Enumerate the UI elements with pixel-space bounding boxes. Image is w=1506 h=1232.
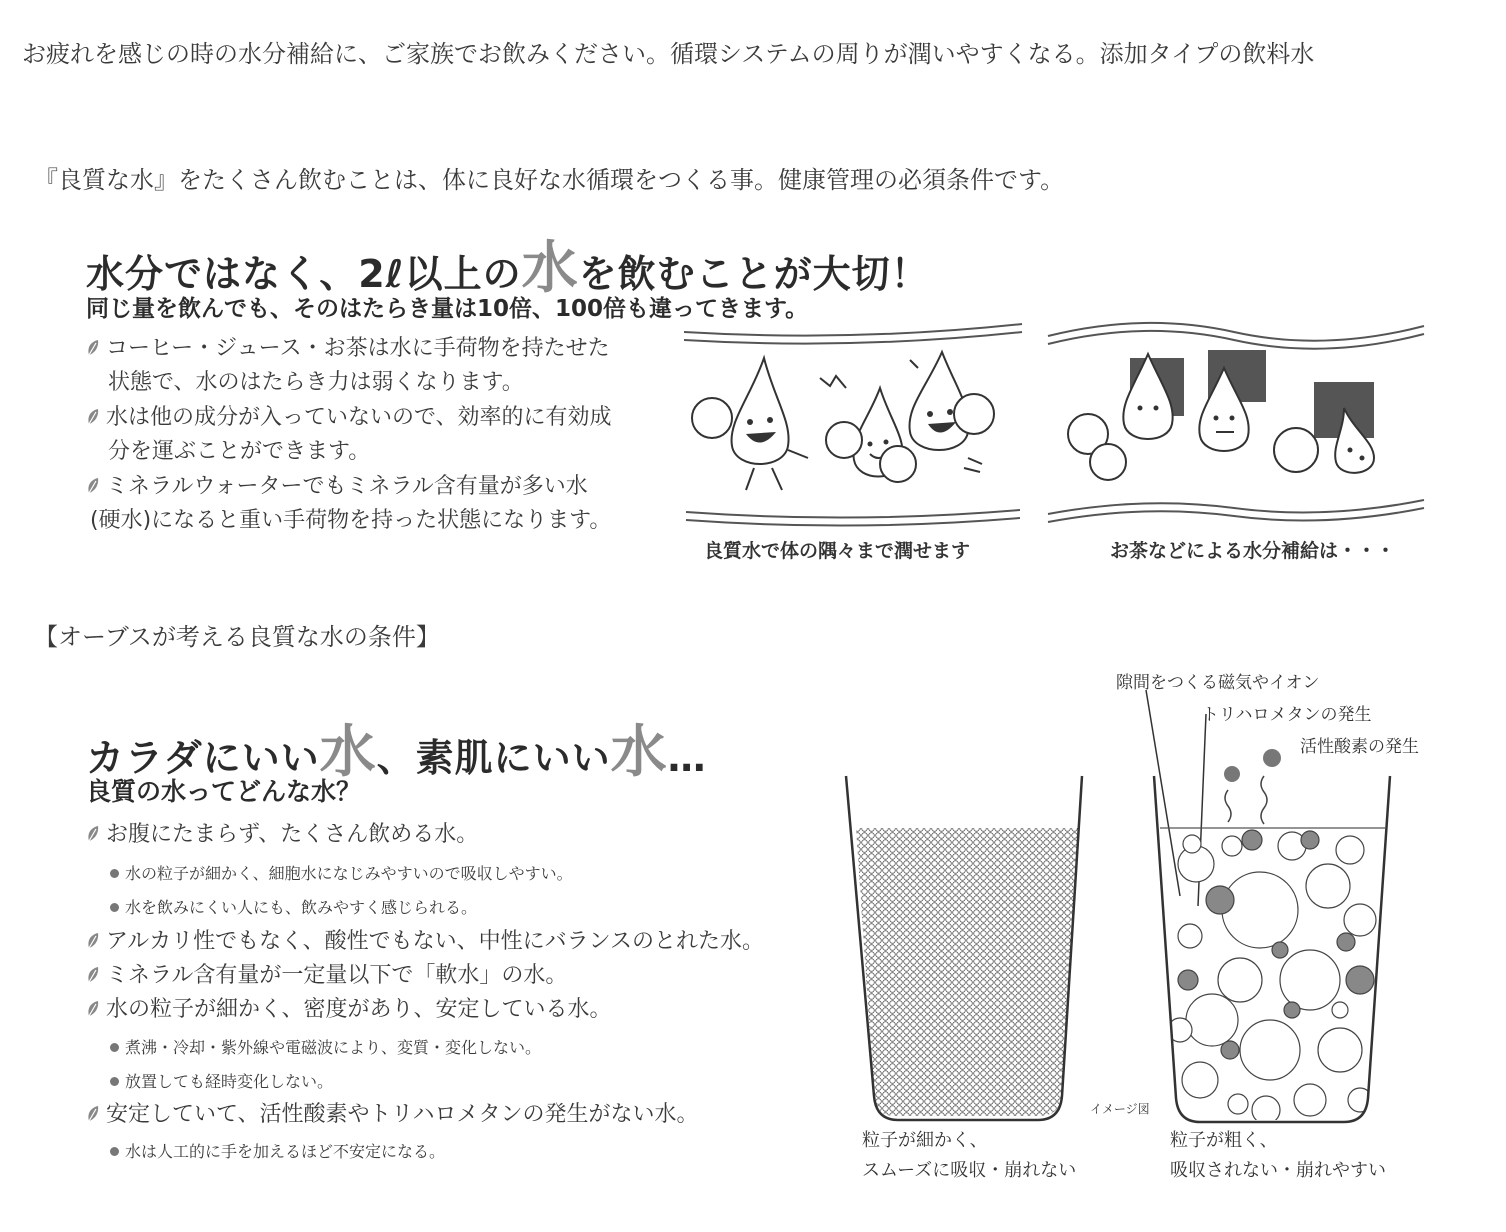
- figure2-item-main: [86, 959, 567, 993]
- item-text: ミネラル含有量が一定量以下で「軟水」の水。: [106, 963, 568, 988]
- figure2-item-sub: [110, 1140, 445, 1164]
- bullet-dot-icon: [110, 869, 119, 878]
- water-particle: [1336, 836, 1364, 864]
- caption-right-line1: 粒子が粗く、: [1170, 1130, 1278, 1151]
- label-trihalomethane: トリハロメタンの発生: [1202, 705, 1372, 725]
- caption-good-water: 良質水で体の隅々まで潤せます: [704, 540, 971, 562]
- active-particle: [1301, 831, 1319, 849]
- item-text: 水を飲みにくい人にも、飲みやすく感じられる。: [125, 898, 478, 917]
- water-particle: [1228, 1094, 1248, 1114]
- water-particle: [1186, 994, 1238, 1046]
- water-particle: [1218, 958, 1262, 1002]
- bullet-3-line1: ミネラルウォーターでもミネラル含有量が多い水: [106, 474, 588, 499]
- water-particle: [1280, 950, 1340, 1010]
- label-active-oxygen: 活性酸素の発生: [1300, 737, 1419, 757]
- item-text: 放置しても経時変化しない。: [125, 1072, 334, 1091]
- bullet-2-line1: 水は他の成分が入っていないので、効率的に有効成: [106, 405, 612, 430]
- water-particle: [1182, 1062, 1218, 1098]
- figure2-title-water-2: 水: [610, 720, 668, 785]
- leaf-icon: [86, 339, 100, 357]
- bullet-dot-icon: [110, 903, 119, 912]
- quote-text: 『良質な水』をたくさん飲むことは、体に良好な水循環をつくる事。健康管理の必須条件です。: [34, 166, 1065, 194]
- water-particle: [1178, 924, 1202, 948]
- water-particle: [1222, 872, 1298, 948]
- water-drop-character: [692, 358, 808, 490]
- image-note: イメージ図: [1090, 1102, 1150, 1116]
- figure2-item-sub: [110, 1036, 541, 1060]
- bullet-2-line2: 分を運ぶことができます。: [108, 439, 371, 464]
- active-particle: [1272, 942, 1288, 958]
- figure1-bullet-1: [86, 332, 610, 400]
- item-text: 煮沸・冷却・紫外線や電磁波により、変質・変化しない。: [125, 1038, 542, 1057]
- figure2-title-mid: 、素肌にいい: [376, 736, 611, 780]
- active-particle: [1284, 1002, 1300, 1018]
- figure2-item-main: [86, 1098, 698, 1132]
- item-text: 水は人工的に手を加えるほど不安定になる。: [125, 1142, 446, 1161]
- figure2-item-sub: [110, 1070, 333, 1094]
- bullet-3-line2: (硬水)になると重い手荷物を持った状態になります。: [90, 508, 612, 533]
- figure2-title-water-1: 水: [319, 720, 377, 785]
- water-particle: [1240, 1020, 1300, 1080]
- water-particle: [1222, 836, 1242, 856]
- active-particle: [1337, 933, 1355, 951]
- water-particle: [1252, 1096, 1280, 1124]
- figure2-title-pre: カラダにいい: [86, 736, 320, 780]
- bullet-dot-icon: [110, 1043, 119, 1052]
- illustration-good-water: [684, 318, 1024, 530]
- caption-left-cup: [862, 1126, 1076, 1186]
- figure1-subtitle: 同じ量を飲んでも、そのはたらき量は10倍、100倍も違ってきます。: [86, 296, 809, 322]
- item-text: 水の粒子が細かく、細胞水になじみやすいので吸収しやすい。: [125, 864, 573, 883]
- cup-fine-particles: [846, 776, 1082, 1120]
- active-particle: [1242, 830, 1262, 850]
- figure1-title-water: 水: [521, 236, 579, 301]
- caption-tea-water: お茶などによる水分補給は・・・: [1110, 540, 1396, 562]
- leaf-icon: [86, 1105, 100, 1123]
- water-particle: [1318, 1028, 1362, 1072]
- water-particle: [1183, 835, 1201, 853]
- figure1-bullet-3: [86, 470, 611, 538]
- figure1-title-pre: 水分ではなく、2ℓ以上の: [86, 252, 522, 296]
- leaf-icon: [86, 932, 100, 950]
- caption-right-cup: [1170, 1126, 1386, 1186]
- bullet-1-line2: 状態で、水のはたらき力は弱くなります。: [108, 370, 524, 395]
- water-particle: [1344, 904, 1376, 936]
- figure1-title-post: を飲むことが大切！: [578, 252, 930, 296]
- figure2-title-post: …: [667, 736, 707, 780]
- ball-icon: [1274, 428, 1318, 472]
- leaf-icon: [86, 477, 100, 495]
- item-text: 安定していて、活性酸素やトリハロメタンの発生がない水。: [106, 1102, 699, 1127]
- item-text: 水の粒子が細かく、密度があり、安定している水。: [106, 997, 612, 1022]
- figure2-item-main: [86, 925, 764, 959]
- bullet-dot-icon: [110, 1147, 119, 1156]
- item-text: お腹にたまらず、たくさん飲める水。: [106, 822, 479, 847]
- active-particle: [1178, 970, 1198, 990]
- leaf-icon: [86, 1000, 100, 1018]
- water-drop-character: [820, 376, 916, 482]
- cup-coarse-particles: [1154, 776, 1390, 1124]
- figure2-item-main: [86, 818, 478, 852]
- figure2-item-main: [86, 993, 612, 1027]
- caption-right-line2: 吸収されない・崩れやすい: [1170, 1160, 1386, 1181]
- illustration-tea-water: [1044, 312, 1428, 530]
- water-drop-character: [1068, 354, 1173, 480]
- water-particle: [1332, 1002, 1348, 1018]
- active-particle: [1206, 886, 1234, 914]
- section-heading-conditions: 【オーブスが考える良質な水の条件】: [34, 623, 440, 651]
- leaf-icon: [86, 408, 100, 426]
- caption-left-line2: スムーズに吸収・崩れない: [862, 1160, 1077, 1181]
- intro-text: お疲れを感じの時の水分補給に、ご家族でお飲みください。循環システムの周りが潤いやすくなる。添加タイプの飲料水: [22, 40, 1315, 68]
- bullet-1-line1: コーヒー・ジュース・お茶は水に手荷物を持たせた: [106, 336, 610, 361]
- figure1-bullet-2: [86, 401, 612, 469]
- water-particle: [1306, 864, 1350, 908]
- bullet-dot-icon: [110, 1077, 119, 1086]
- figure2-item-sub: [110, 862, 573, 886]
- figure2-subtitle: 良質の水ってどんな水？: [86, 777, 362, 806]
- item-text: アルカリ性でもなく、酸性でもない、中性にバランスのとれた水。: [106, 929, 765, 954]
- caption-left-line1: 粒子が細かく、: [862, 1130, 988, 1151]
- leaf-icon: [86, 966, 100, 984]
- label-gap-magnetism: 隙間をつくる磁気やイオン: [1116, 673, 1320, 693]
- water-particle: [1294, 1084, 1326, 1116]
- water-drop-character: [909, 352, 994, 472]
- active-particle: [1346, 966, 1374, 994]
- figure2-item-sub: [110, 896, 477, 920]
- leaf-icon: [86, 825, 100, 843]
- active-particle: [1221, 1041, 1239, 1059]
- cup-comparison-diagram: [840, 650, 1400, 1130]
